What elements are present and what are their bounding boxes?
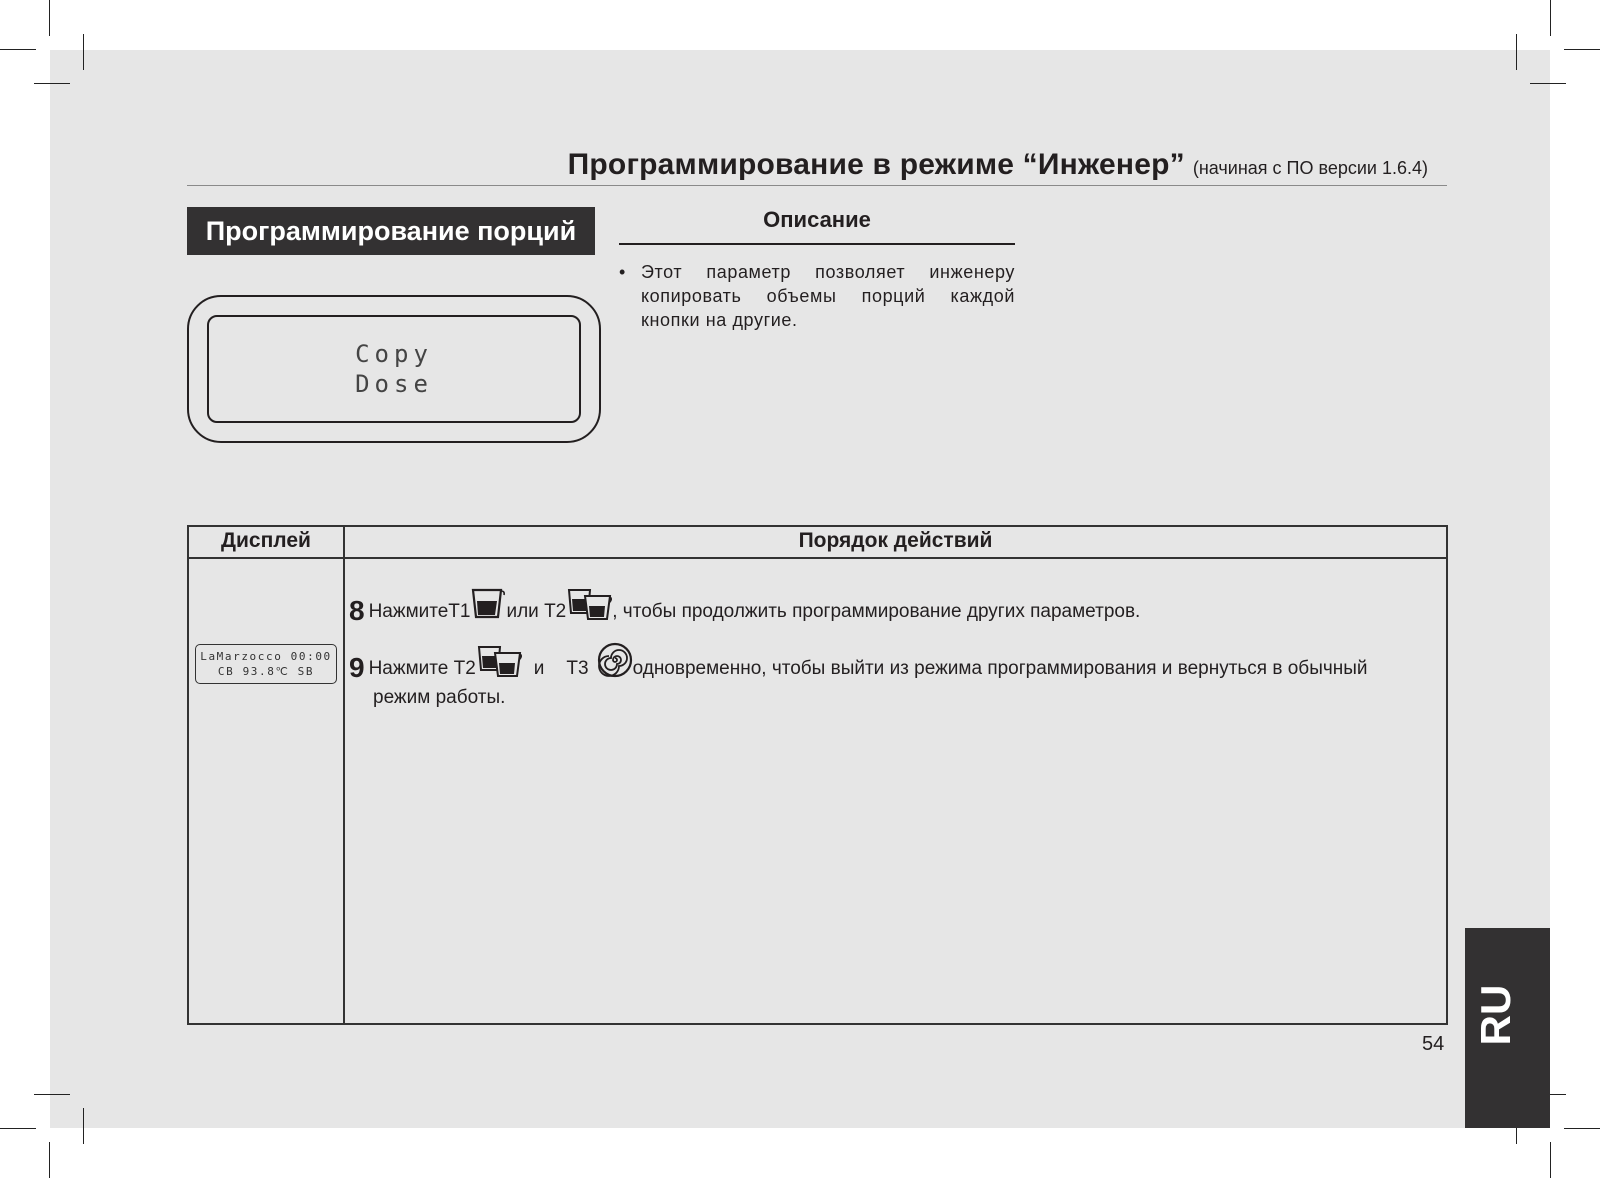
crop-mark (49, 1142, 50, 1178)
step-number: 9 (349, 652, 365, 683)
step-text: или Т2 (506, 601, 567, 622)
step-text: , чтобы продолжить программирование других параметров. (612, 601, 1141, 622)
header-divider (187, 185, 1447, 186)
description-heading: Описание (763, 207, 871, 232)
crop-mark (1550, 0, 1551, 36)
step-9-continuation: режим работы. (373, 687, 506, 708)
crop-mark (1530, 83, 1566, 84)
step-text: одновременно, чтобы выйти из режима программирования и вернуться в обычный (632, 658, 1368, 679)
page-number: 54 (1422, 1033, 1445, 1055)
single-cup-icon (470, 587, 506, 627)
table-header-steps: Порядок действий (798, 529, 993, 552)
crop-mark (1550, 1142, 1551, 1178)
step-8 (349, 587, 1140, 627)
language-tab-label: RU (1472, 984, 1519, 1046)
lcd-line-1: Copy (355, 340, 433, 368)
lcd-screen (207, 315, 581, 423)
crop-mark (0, 1128, 36, 1129)
crop-mark (1564, 49, 1600, 50)
page-title-subtitle: (начиная с ПО версии 1.6.4) (1192, 158, 1428, 178)
description-divider (619, 243, 1015, 245)
lcd-line-2: Dose (355, 370, 433, 398)
procedure-table (187, 525, 1448, 1025)
step-9 (349, 642, 1368, 684)
double-cup-icon (566, 587, 612, 627)
spiral-icon (597, 642, 633, 684)
step-text: Нажмите Т2 (368, 658, 476, 679)
table-column-divider (343, 527, 345, 1023)
step-text: и (533, 658, 545, 679)
crop-mark (83, 34, 84, 70)
page-title-main: Программирование в режиме “Инженер” (567, 148, 1185, 181)
bullet: • (619, 262, 626, 282)
table-header-divider (189, 557, 1446, 559)
crop-mark (34, 1094, 70, 1095)
mini-lcd-display (195, 644, 337, 684)
step-text: Т3 (566, 658, 589, 679)
lcd-display (187, 295, 601, 443)
double-cup-icon (476, 644, 522, 684)
crop-mark (1564, 1128, 1600, 1129)
mini-lcd-line-2: CB 93.8℃ SB (217, 665, 315, 678)
step-number: 8 (349, 595, 365, 626)
description-text: Этот параметр позволяет инженеру копировать объемы порций каждой кнопки на другие. (641, 262, 1015, 330)
crop-mark (0, 49, 36, 50)
section-label: Программирование порций (187, 207, 595, 255)
description-body (619, 260, 1015, 332)
crop-mark (1516, 34, 1517, 70)
crop-mark (49, 0, 50, 36)
mini-lcd-line-1: LaMarzocco 00:00 (200, 650, 332, 663)
crop-mark (83, 1108, 84, 1144)
page-title (568, 148, 1428, 182)
crop-mark (34, 83, 70, 84)
table-header-display: Дисплей (221, 529, 311, 552)
step-text: НажмитеТ1 (368, 601, 471, 622)
